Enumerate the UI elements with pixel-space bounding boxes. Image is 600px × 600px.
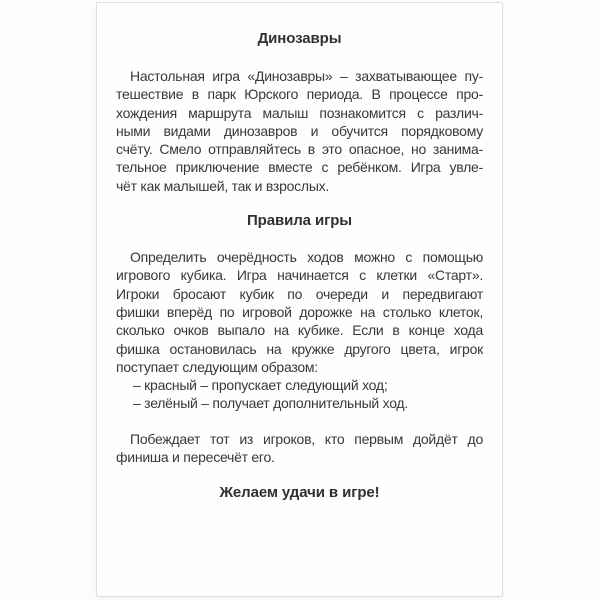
winning-paragraph xyxy=(116,430,483,467)
text-line: игрового кубика. Игра начинается с клетки «Старт». xyxy=(116,267,483,284)
text-line: фишка остановилась на кружке другого цвета, игрок xyxy=(116,340,483,357)
text-line: хождения маршрута малыш познакомится с различ- xyxy=(116,104,483,121)
intro-paragraph xyxy=(116,67,483,195)
text-line: сколько очков выпало на кубике. Если в конце хода xyxy=(116,322,483,339)
text-line: чёт как малышей, так и взрослых. xyxy=(116,177,330,194)
text-line: – красный – пропускает следующий ход; xyxy=(133,377,388,394)
page-title: Динозавры xyxy=(257,30,342,47)
text-line: – зелёный – получает дополнительный ход. xyxy=(133,395,408,412)
text-line: поступает следующим образом: xyxy=(116,358,318,375)
rules-heading: Правила игры xyxy=(246,212,352,230)
text-line: тешествие в парк Юрского периода. В процессе про- xyxy=(116,86,483,103)
text-line: фишки вперёд по игровой дорожке на столько клеток, xyxy=(116,303,483,320)
text-line: Игроки бросают кубик по очереди и передвигают xyxy=(116,285,483,302)
text-line: финиша и пересечёт его. xyxy=(116,449,275,466)
text-line: Настольная игра «Динозавры» – захватывающее пу- xyxy=(130,68,483,84)
rules-paragraph xyxy=(116,248,483,376)
text-line: Определить очерёдность ходов можно с помощью xyxy=(130,249,483,266)
closing-line: Желаем удачи в игре! xyxy=(219,484,380,502)
rules-card xyxy=(96,2,503,597)
text-line: счёту. Смело отправляйтесь в это опасное, но занима- xyxy=(116,141,483,158)
text-line: Побеждает тот из игроков, кто первым дойдёт до xyxy=(130,430,483,447)
text-line: тельное приключение вместе с ребёнком. Игра увле- xyxy=(116,159,483,176)
color-rules-list xyxy=(116,376,483,413)
text-line: ными видами динозавров и обучится порядковому xyxy=(116,122,483,139)
